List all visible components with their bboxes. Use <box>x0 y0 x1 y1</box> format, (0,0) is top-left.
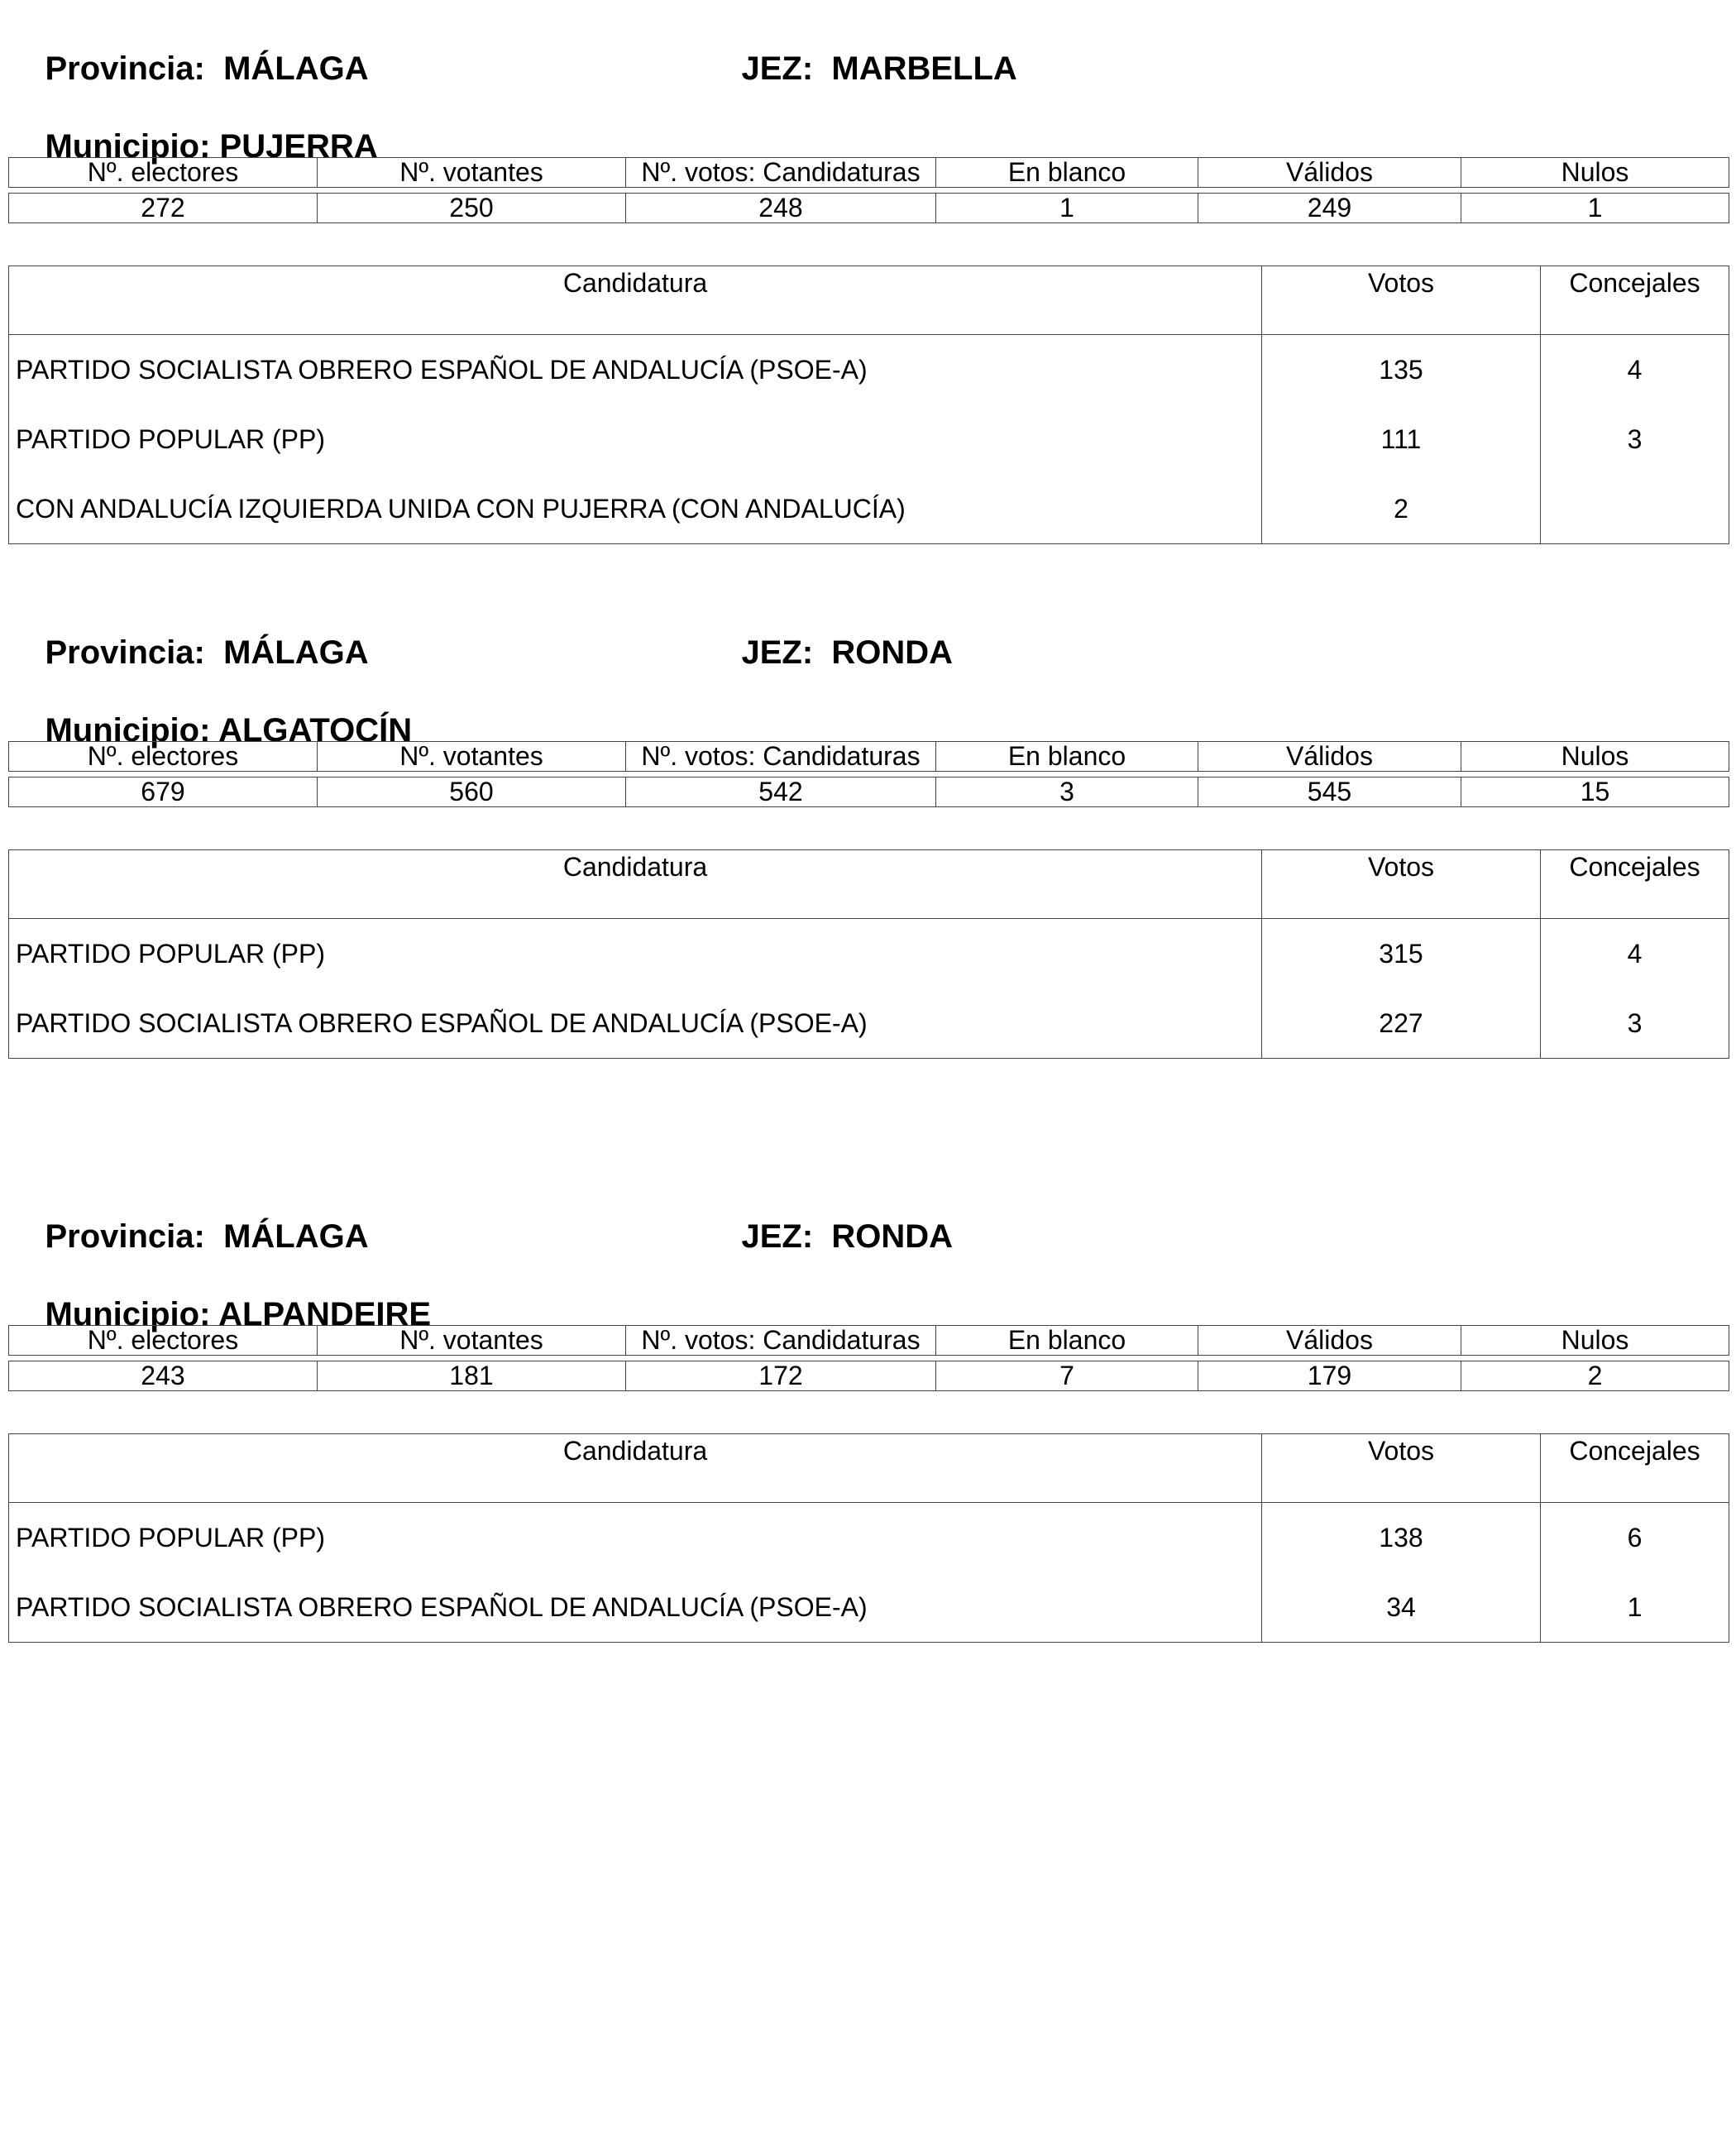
col-en-blanco: En blanco <box>936 158 1198 188</box>
col-nulos: Nulos <box>1461 742 1729 772</box>
value-votos-candidaturas: 542 <box>626 777 936 807</box>
col-en-blanco: En blanco <box>936 1326 1198 1356</box>
candidatura-concejales: 3 <box>1541 404 1729 474</box>
value-votos-candidaturas: 248 <box>626 194 936 223</box>
candidatura-concejales <box>1541 474 1729 544</box>
candidaturas-header-row <box>9 266 1729 335</box>
candidatura-concejales: 6 <box>1541 1503 1729 1573</box>
candidatura-concejales: 4 <box>1541 919 1729 989</box>
provincia-value: MÁLAGA <box>223 50 369 87</box>
candidatura-name: PARTIDO POPULAR (PP) <box>9 1503 1262 1573</box>
provincia-label: Provincia: <box>45 634 205 671</box>
col-en-blanco: En blanco <box>936 742 1198 772</box>
provincia-heading <box>8 7 369 87</box>
value-en-blanco: 3 <box>936 777 1198 807</box>
summary-header-row <box>9 1326 1729 1356</box>
col-candidatura: Candidatura <box>9 266 1262 335</box>
candidatura-votos: 34 <box>1262 1572 1541 1643</box>
municipio-heading <box>8 668 413 749</box>
candidaturas-table <box>8 266 1729 544</box>
candidatura-row <box>9 404 1729 474</box>
col-candidatura: Candidatura <box>9 1434 1262 1503</box>
candidatura-name: PARTIDO SOCIALISTA OBRERO ESPAÑOL DE ANDALUCÍA (PSOE-A) <box>9 335 1262 405</box>
candidatura-name: PARTIDO POPULAR (PP) <box>9 919 1262 989</box>
candidaturas-table <box>8 1433 1729 1643</box>
municipio-value: PUJERRA <box>219 128 378 165</box>
col-electores: Nº. electores <box>9 158 318 188</box>
candidatura-row <box>9 335 1729 405</box>
col-validos: Válidos <box>1198 158 1461 188</box>
municipio-label: Municipio: <box>45 712 211 749</box>
candidatura-votos: 227 <box>1262 988 1541 1059</box>
municipio-heading <box>8 1252 432 1332</box>
value-en-blanco: 1 <box>936 194 1198 223</box>
value-en-blanco: 7 <box>936 1361 1198 1391</box>
summary-table <box>8 157 1729 223</box>
candidatura-concejales: 1 <box>1541 1572 1729 1643</box>
col-votantes: Nº. votantes <box>318 158 626 188</box>
provincia-heading <box>8 1175 369 1255</box>
candidatura-name: PARTIDO SOCIALISTA OBRERO ESPAÑOL DE ANDALUCÍA (PSOE-A) <box>9 1572 1262 1643</box>
candidatura-row <box>9 474 1729 544</box>
candidatura-votos: 138 <box>1262 1503 1541 1573</box>
municipio-label: Municipio: <box>45 1296 211 1332</box>
col-votos: Votos <box>1262 850 1541 919</box>
summary-header-row <box>9 742 1729 772</box>
col-votos-candidaturas: Nº. votos: Candidaturas <box>626 742 936 772</box>
candidaturas-header-row <box>9 1434 1729 1503</box>
candidatura-votos: 2 <box>1262 474 1541 544</box>
candidatura-name: PARTIDO SOCIALISTA OBRERO ESPAÑOL DE ANDALUCÍA (PSOE-A) <box>9 988 1262 1059</box>
summary-spacer-row <box>9 1356 1729 1361</box>
provincia-label: Provincia: <box>45 1218 205 1255</box>
candidatura-name: CON ANDALUCÍA IZQUIERDA UNIDA CON PUJERRA (CON ANDALUCÍA) <box>9 474 1262 544</box>
col-concejales: Concejales <box>1541 850 1729 919</box>
provincia-value: MÁLAGA <box>223 1218 369 1255</box>
col-votantes: Nº. votantes <box>318 742 626 772</box>
municipio-value: ALPANDEIRE <box>218 1296 432 1332</box>
jez-value: RONDA <box>831 634 954 671</box>
summary-spacer-row <box>9 188 1729 194</box>
value-electores: 243 <box>9 1361 318 1391</box>
summary-table <box>8 1325 1729 1391</box>
candidatura-votos: 111 <box>1262 404 1541 474</box>
col-votos-candidaturas: Nº. votos: Candidaturas <box>626 1326 936 1356</box>
value-electores: 679 <box>9 777 318 807</box>
value-votantes: 181 <box>318 1361 626 1391</box>
summary-header-row <box>9 158 1729 188</box>
value-nulos: 15 <box>1461 777 1729 807</box>
candidatura-row <box>9 1572 1729 1643</box>
jez-label: JEZ: <box>741 1218 814 1255</box>
summary-values-row <box>9 194 1729 223</box>
col-votantes: Nº. votantes <box>318 1326 626 1356</box>
col-validos: Válidos <box>1198 742 1461 772</box>
col-votos: Votos <box>1262 266 1541 335</box>
jez-heading <box>705 591 953 715</box>
summary-table <box>8 741 1729 807</box>
candidatura-votos: 135 <box>1262 335 1541 405</box>
jez-label: JEZ: <box>741 50 814 87</box>
col-votos-candidaturas: Nº. votos: Candidaturas <box>626 158 936 188</box>
value-electores: 272 <box>9 194 318 223</box>
candidatura-row <box>9 988 1729 1059</box>
col-electores: Nº. electores <box>9 742 318 772</box>
value-votantes: 250 <box>318 194 626 223</box>
provincia-heading <box>8 591 369 671</box>
candidatura-concejales: 3 <box>1541 988 1729 1059</box>
candidatura-concejales: 4 <box>1541 335 1729 405</box>
col-electores: Nº. electores <box>9 1326 318 1356</box>
col-validos: Válidos <box>1198 1326 1461 1356</box>
col-concejales: Concejales <box>1541 266 1729 335</box>
provincia-label: Provincia: <box>45 50 205 87</box>
candidatura-row <box>9 1503 1729 1573</box>
value-votos-candidaturas: 172 <box>626 1361 936 1391</box>
value-validos: 545 <box>1198 777 1461 807</box>
value-nulos: 1 <box>1461 194 1729 223</box>
municipio-value: ALGATOCÍN <box>218 712 413 749</box>
col-concejales: Concejales <box>1541 1434 1729 1503</box>
candidatura-name: PARTIDO POPULAR (PP) <box>9 404 1262 474</box>
summary-values-row <box>9 1361 1729 1391</box>
jez-value: RONDA <box>831 1218 954 1255</box>
col-candidatura: Candidatura <box>9 850 1262 919</box>
municipio-heading <box>8 84 378 165</box>
col-votos: Votos <box>1262 1434 1541 1503</box>
jez-heading <box>705 1175 953 1299</box>
summary-spacer-row <box>9 772 1729 777</box>
jez-heading <box>705 7 1017 131</box>
candidatura-votos: 315 <box>1262 919 1541 989</box>
col-nulos: Nulos <box>1461 158 1729 188</box>
candidatura-row <box>9 919 1729 989</box>
jez-label: JEZ: <box>741 634 814 671</box>
provincia-value: MÁLAGA <box>223 634 369 671</box>
jez-value: MARBELLA <box>831 50 1017 87</box>
value-votantes: 560 <box>318 777 626 807</box>
municipio-label: Municipio: <box>45 128 211 165</box>
candidaturas-table <box>8 849 1729 1059</box>
value-validos: 249 <box>1198 194 1461 223</box>
summary-values-row <box>9 777 1729 807</box>
col-nulos: Nulos <box>1461 1326 1729 1356</box>
candidaturas-header-row <box>9 850 1729 919</box>
value-validos: 179 <box>1198 1361 1461 1391</box>
value-nulos: 2 <box>1461 1361 1729 1391</box>
